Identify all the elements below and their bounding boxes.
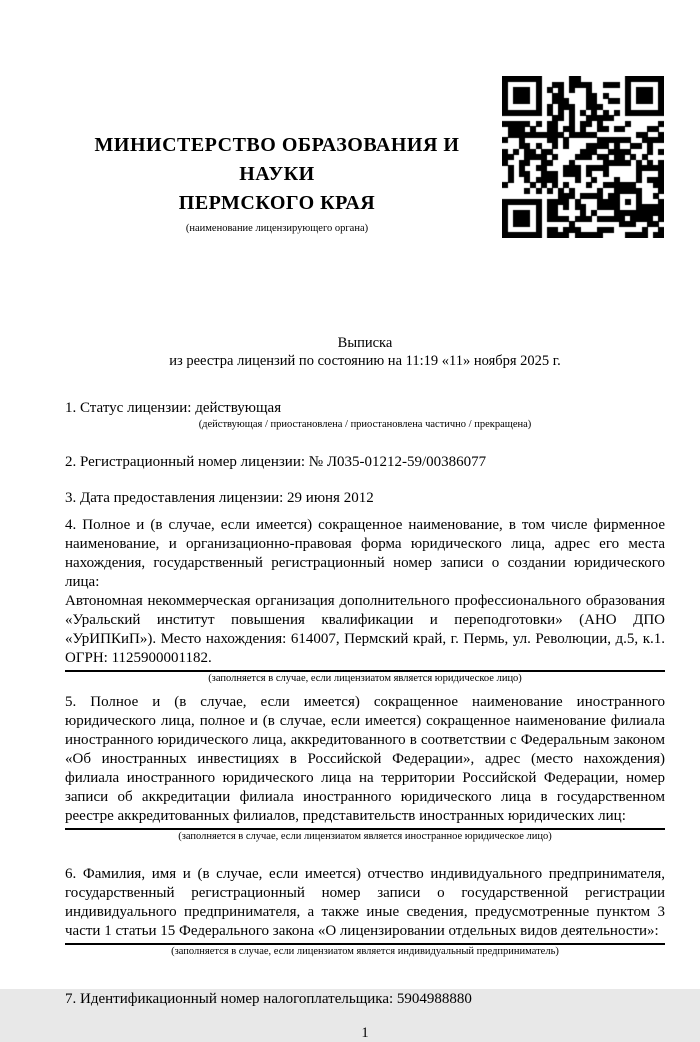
legal-entity-heading: 4. Полное и (в случае, если имеется) сокращенное наименование, в том числе фирменное наименование, и организационно-правовая форма юридического лица, адрес его места нахождения, государственный регистрационный номер записи о создании юридического лица: <box>65 517 665 590</box>
section-foreign-entity <box>65 693 665 843</box>
license-registration-number-line: 2. Регистрационный номер лицензии: № Л035-01212-59/00386077 <box>65 454 487 470</box>
document-title-line2: из реестра лицензий по состоянию на 11:19 «11» ноября 2025 г. <box>169 353 561 369</box>
document-title <box>65 334 665 370</box>
ministry-name-line2: ПЕРМСКОГО КРАЯ <box>178 192 376 214</box>
foreign-entity-caption: (заполняется в случае, если лицензиатом является иностранное юридическое лицо) <box>178 831 552 842</box>
ministry-name-line1: МИНИСТЕРСТВО ОБРАЗОВАНИЯ И НАУКИ <box>94 134 460 185</box>
page-number: 1 <box>361 1025 369 1041</box>
legal-entity-caption: (заполняется в случае, если лицензиатом является юридическое лицо) <box>208 673 522 684</box>
individual-entrepreneur-heading: 6. Фамилия, имя и (в случае, если имеется) отчество индивидуального предпринимателя, государственный регистрационный номер записи о государственной регистрации индивидуального предпринимателя, а также иные сведения, предусмотренные пунктом 3 части 1 статьи 15 Федерального закона «О лицензировании отдельных видов деятельности»: <box>65 866 665 939</box>
individual-entrepreneur-caption: (заполняется в случае, если лицензиатом является индивидуальный предприниматель) <box>171 946 559 957</box>
license-status-line: 1. Статус лицензии: действующая <box>65 400 282 416</box>
document-title-line1: Выписка <box>337 335 393 351</box>
ministry-caption: (наименование лицензирующего органа) <box>185 223 369 234</box>
foreign-entity-heading: 5. Полное и (в случае, если имеется) сокращенное наименование иностранного юридического лица, полное и (в случае, если имеется) сокращенное наименование филиала иностранного юридического лица, аккредитованного в соответствии с Федеральным законом «Об иностранных инвестициях в Российской Федерации», адрес (место нахождения) филиала иностранного юридического лица на территории Российской Федерации, номер записи об аккредитации филиала иностранного юридического лица в государственном реестре аккредитованных филиалов, представительств иностранных юридических лиц: <box>65 694 665 824</box>
taxpayer-number-line: 7. Идентификационный номер налогоплательщика: 5904988880 <box>65 991 472 1007</box>
section-legal-entity <box>65 516 665 685</box>
license-status-options-caption: (действующая / приостановлена / приостановлена частично / прекращена) <box>198 419 532 430</box>
license-grant-date-line: 3. Дата предоставления лицензии: 29 июня 2012 <box>65 490 374 506</box>
ministry-header <box>65 0 489 235</box>
document-content <box>65 0 665 1042</box>
legal-entity-value: Автономная некоммерческая организация дополнительного профессионального образования «Уральский институт повышения квалификации и переподготовки» (АНО ДПО «УрИПКиП»). Место нахождения: 614007, Пермский край, г. Пермь, ул. Революции, д.5, к.1. ОГРН: 1125900001182. <box>65 593 665 666</box>
section-individual-entrepreneur <box>65 865 665 958</box>
